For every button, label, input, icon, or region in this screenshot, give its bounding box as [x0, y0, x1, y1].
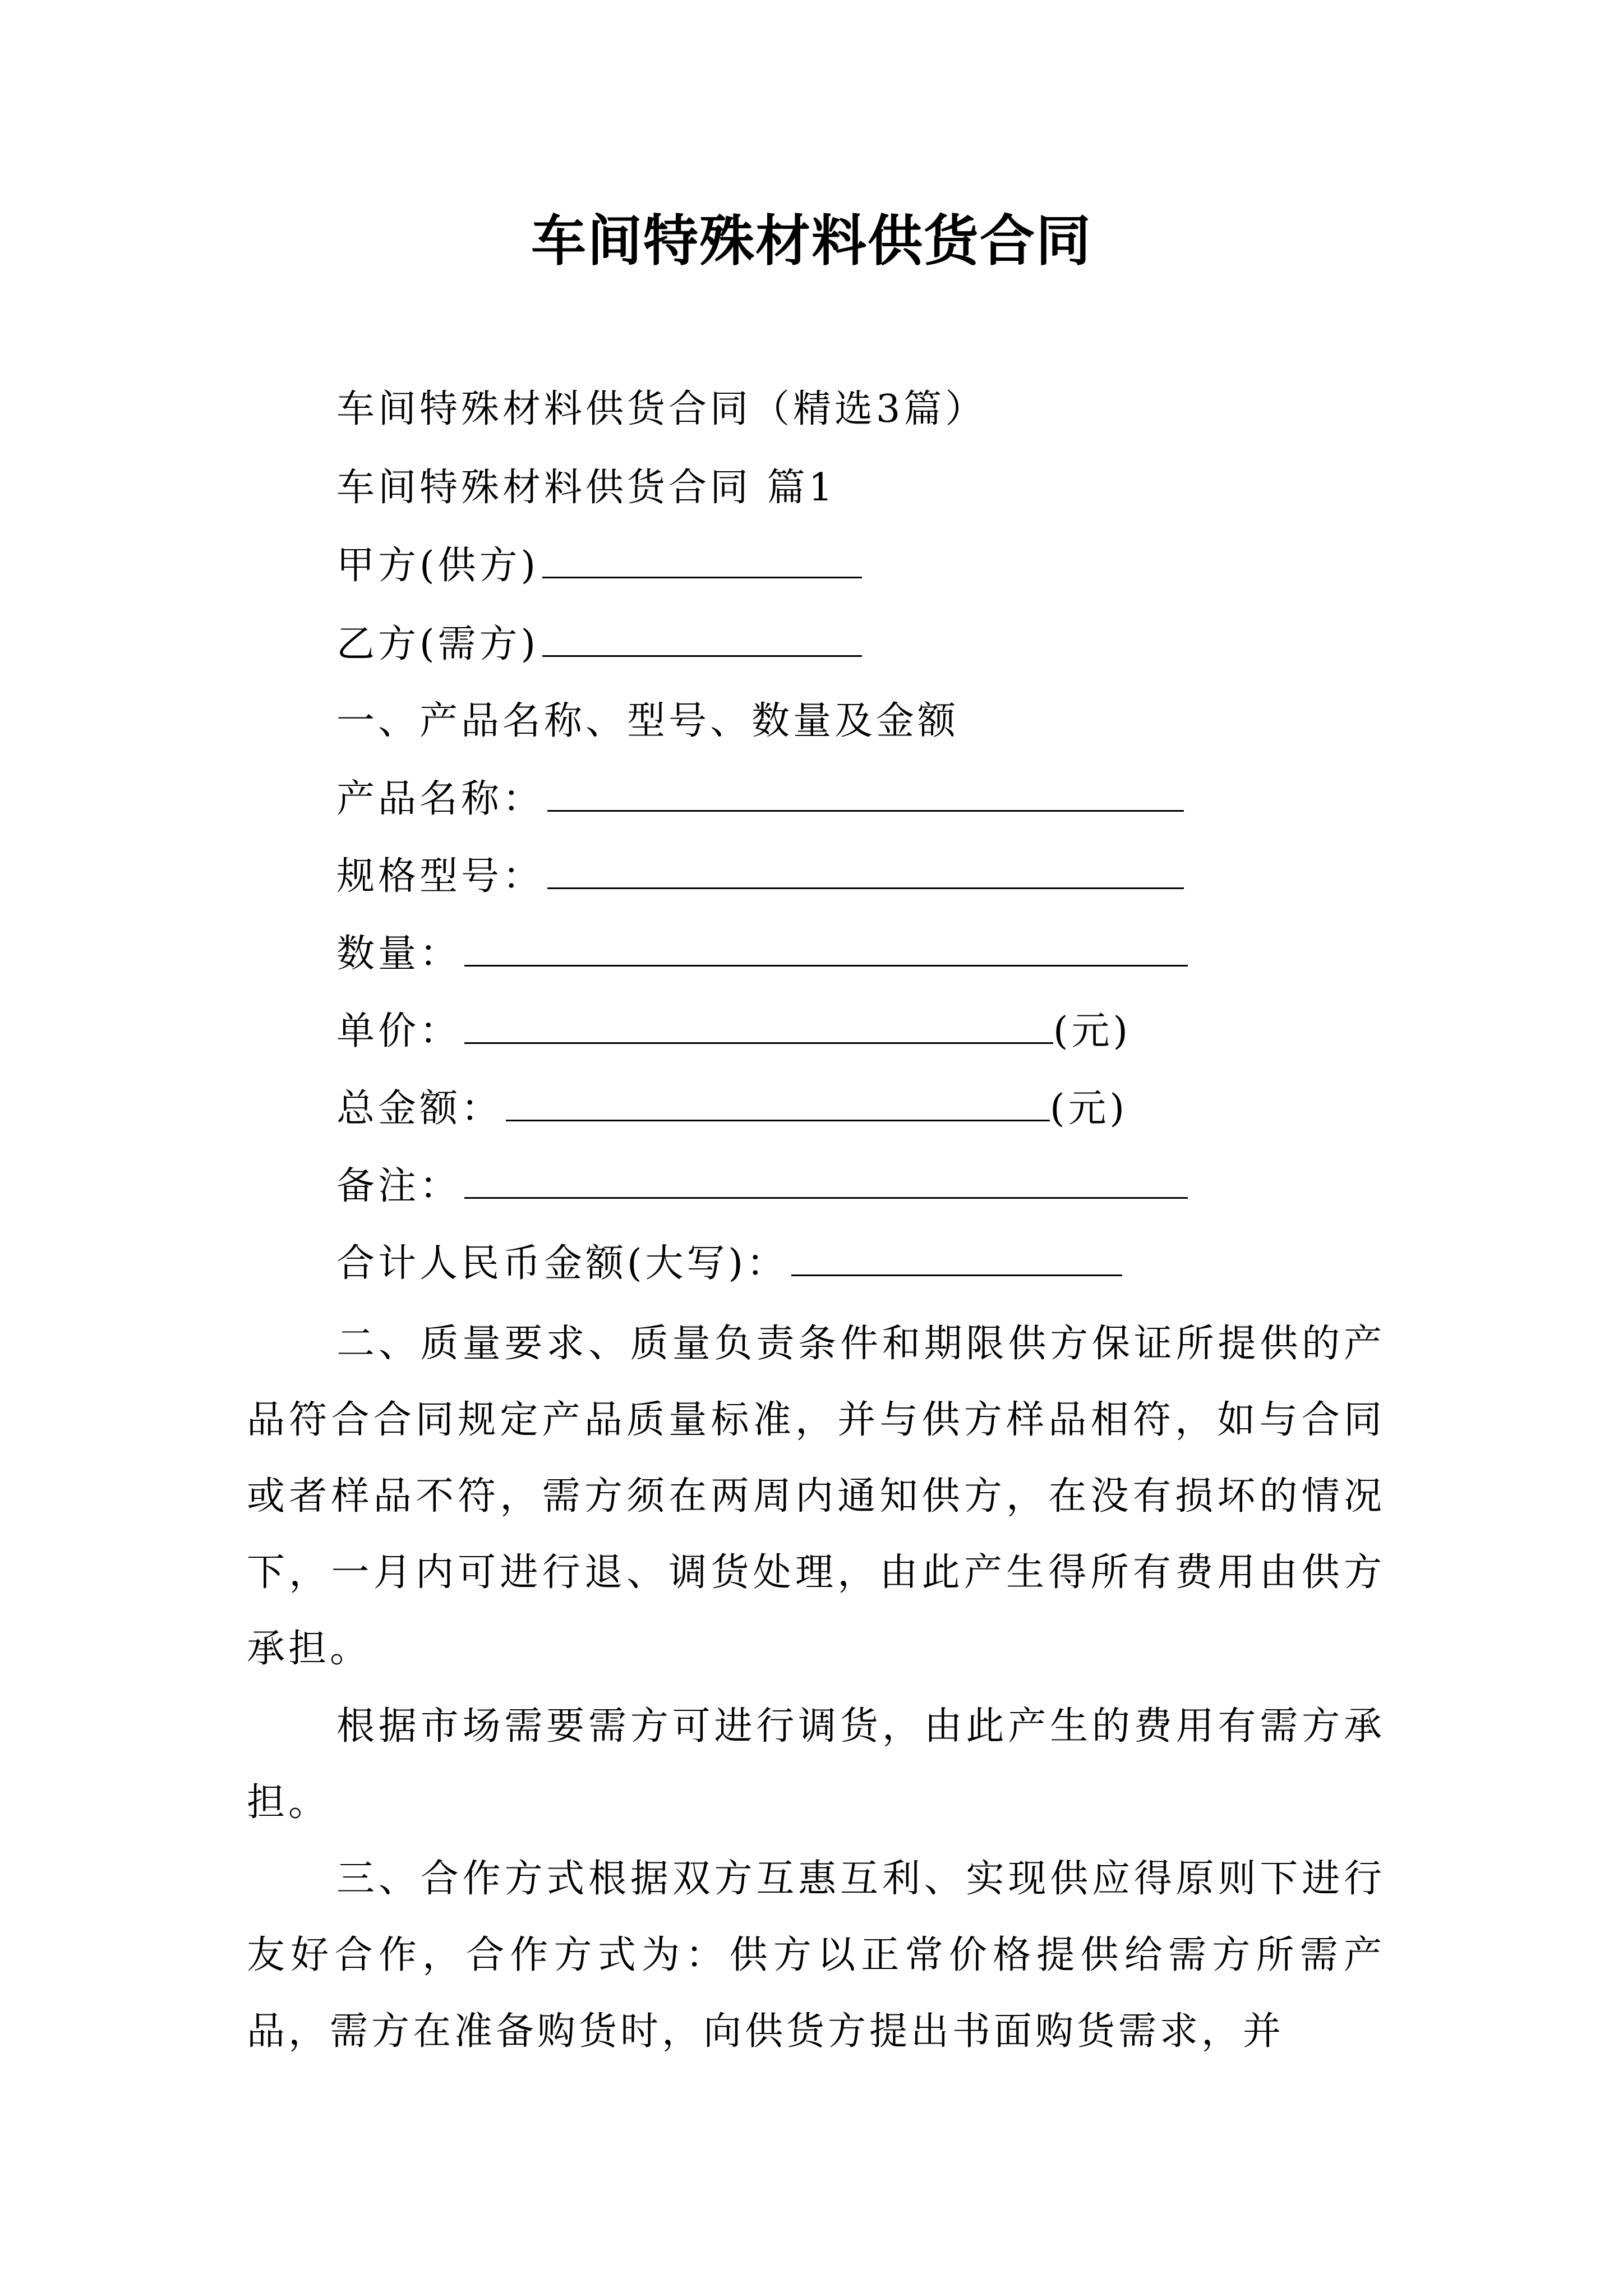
unit-price-row [336, 1009, 1131, 1054]
spec-model-label: 规格型号： [336, 854, 545, 899]
total-rmb-label: 合计人民币金额(大写)： [336, 1241, 789, 1286]
clause-2-paragraph: 二、质量要求、质量负责条件和期限供方保证所提供的产品符合合同规定产品质量标准，并与供方样品相符，如与合同或者样品不符，需方须在两周内通知供方，在没有损坏的情况下，一月内可进行退、调货处理，由此产生得所有费用由供方承担。 [247, 1322, 1385, 1671]
total-rmb-row [336, 1241, 1122, 1286]
total-amount-suffix: (元) [1050, 1087, 1128, 1131]
total-amount-row [336, 1086, 1128, 1131]
unit-price-label: 单价： [336, 1009, 462, 1053]
party-a-blank [542, 543, 862, 578]
remarks-label: 备注： [336, 1164, 462, 1208]
product-name-blank [547, 776, 1184, 812]
party-b-row [336, 622, 862, 667]
remarks-row [336, 1163, 1188, 1209]
clause-1-heading: 一、产品名称、型号、数量及金额 [336, 699, 960, 743]
product-name-label: 产品名称： [336, 777, 545, 821]
quantity-label: 数量： [336, 932, 462, 976]
total-amount-label: 总金额： [336, 1087, 503, 1131]
clause-3-paragraph: 三、合作方式根据双方互惠互利、实现供应得原则下进行友好合作，合作方式为：供方以正常价格提供给需方所需产品，需方在准备购货时，向供货方提出书面购货需求，并 [247, 1857, 1385, 2054]
quantity-row [336, 931, 1188, 977]
party-b-label: 乙方(需方) [336, 622, 540, 666]
party-b-blank [542, 622, 862, 657]
quantity-blank [464, 931, 1188, 967]
document-subtitle: 车间特殊材料供货合同（精选3篇） [336, 387, 987, 431]
document-title: 车间特殊材料供货合同 [531, 209, 1092, 273]
spec-model-blank [547, 854, 1184, 889]
total-rmb-blank [791, 1241, 1122, 1276]
product-name-row [336, 776, 1184, 822]
unit-price-suffix: (元) [1053, 1009, 1132, 1053]
party-a-label: 甲方(供方) [336, 544, 540, 588]
spec-model-row [336, 854, 1184, 899]
party-a-row [336, 543, 862, 588]
remarks-blank [464, 1163, 1188, 1199]
clause-2-followup-paragraph: 根据市场需要需方可进行调货，由此产生的费用有需方承担。 [247, 1704, 1385, 1825]
total-amount-blank [506, 1086, 1050, 1121]
section-heading: 车间特殊材料供货合同 篇1 [336, 466, 836, 510]
unit-price-blank [464, 1009, 1053, 1044]
